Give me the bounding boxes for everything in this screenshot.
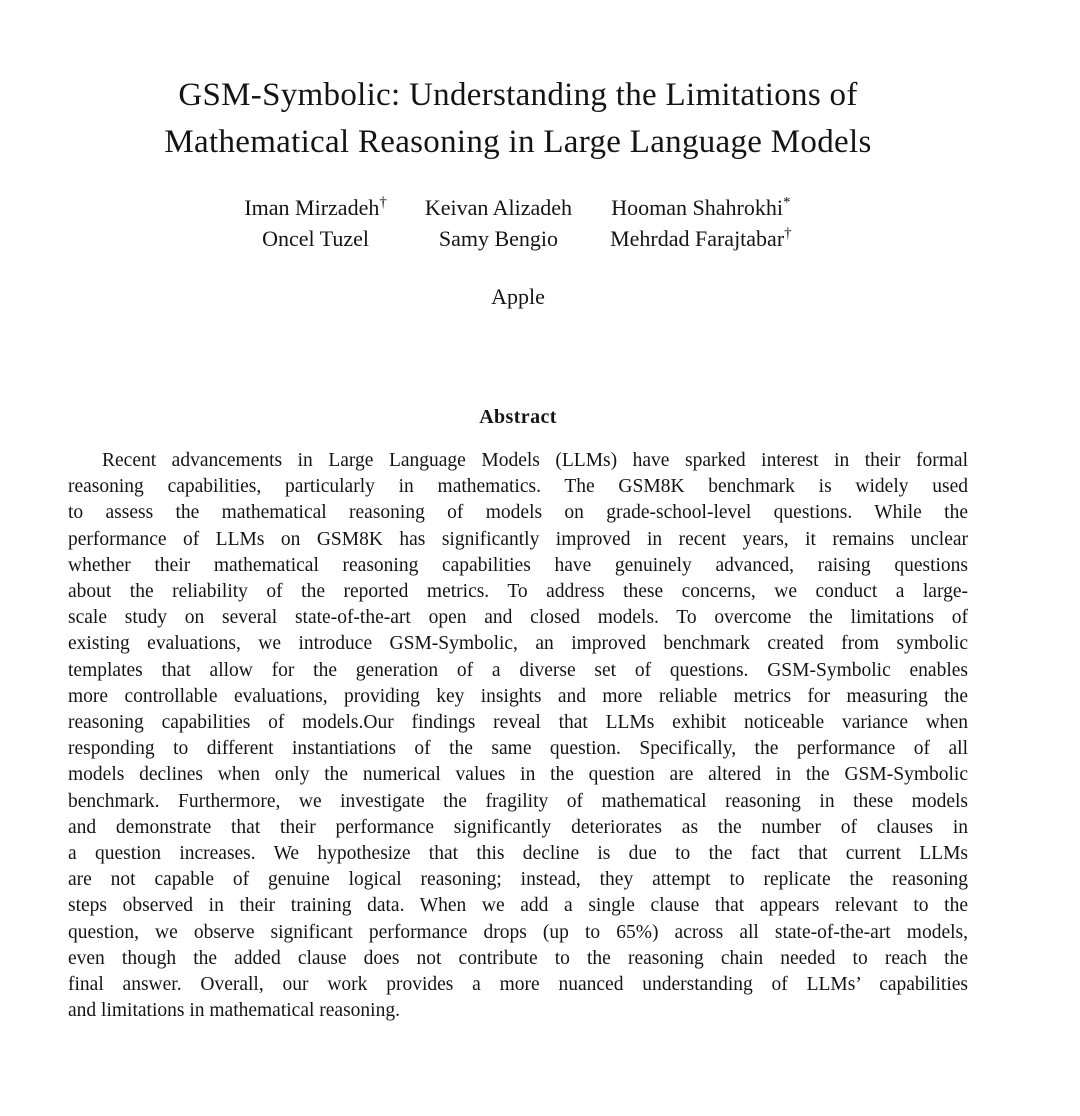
author-name-text: Keivan Alizadeh [424,195,573,220]
abstract-line: and limitations in mathematical reasoning. [68,1000,400,1022]
author-name [262,223,369,254]
abstract-line: about the reliability of the reported metrics. To address these concerns, we conduct a large- [68,581,968,603]
abstract-line: responding to different instantiations of the same question. Specifically, the performance of all [68,738,968,760]
abstract-line: whether their mathematical reasoning capabilities have genuinely advanced, raising questions [68,554,968,576]
abstract-line: a question increases. We hypothesize that this decline is due to the fact that current LLMs [68,843,968,865]
author-affil-mark: † [379,194,387,211]
abstract-line: are not capable of genuine logical reasoning; instead, they attempt to replicate the reasoning [68,869,968,891]
abstract-line: models declines when only the numerical values in the question are altered in the GSM-Symbolic [68,764,968,786]
abstract-line: even though the added clause does not contribute to the reasoning chain needed to reach the [68,947,968,969]
author-column-2 [425,192,572,254]
abstract-line: templates that allow for the generation of a diverse set of questions. GSM-Symbolic enables [68,659,968,681]
abstract-line: final answer. Overall, our work provides a more nuanced understanding of LLMs’ capabilities [68,974,968,996]
author-block [68,192,968,254]
author-column-1 [244,192,386,254]
paper-title-line2: Mathematical Reasoning in Large Language Models [164,124,872,160]
author-name-text: Oncel Tuzel [262,226,370,251]
abstract-body [68,448,968,1024]
abstract-line: reasoning capabilities, particularly in mathematics. The GSM8K benchmark is widely used [68,476,968,498]
abstract-line: Recent advancements in Large Language Models (LLMs) have sparked interest in their formal [102,450,968,471]
author-name [610,223,792,254]
abstract-line: scale study on several state-of-the-art open and closed models. To overcome the limitations of [68,607,968,629]
abstract-line: steps observed in their training data. When we add a single clause that appears relevant to the [68,895,968,917]
author-name-text: Samy Bengio [438,226,559,251]
abstract-line: existing evaluations, we introduce GSM-Symbolic, an improved benchmark created from symbolic [68,633,968,655]
affiliation: Apple [491,284,545,309]
abstract-line: benchmark. Furthermore, we investigate the fragility of mathematical reasoning in these models [68,790,968,812]
abstract-line: more controllable evaluations, providing key insights and more reliable metrics for measuring the [68,685,968,707]
author-affil-mark: † [784,225,792,242]
author-name [439,223,558,254]
abstract-line: and demonstrate that their performance significantly deteriorates as the number of clauses in [68,816,968,838]
author-affil-mark: * [782,194,791,211]
abstract-line: to assess the mathematical reasoning of models on grade-school-level questions. While the [68,502,968,524]
abstract-heading: Abstract [479,406,557,428]
paper-title [68,72,968,166]
abstract-line: reasoning capabilities of models.Our findings reveal that LLMs exhibit noticeable variance when [68,712,968,734]
abstract-line: performance of LLMs on GSM8K has significantly improved in recent years, it remains unclear [68,528,968,550]
author-name [244,192,386,223]
author-column-3 [610,192,792,254]
author-name-text: Mehrdad Farajtabar [610,226,785,251]
paper-page [0,72,968,1024]
paper-title-line1: GSM-Symbolic: Understanding the Limitations of [178,77,858,113]
author-name-text: Hooman Shahrokhi [611,195,783,220]
abstract-line: question, we observe significant performance drops (up to 65%) across all state-of-the-art models, [68,921,968,943]
author-name-text: Iman Mirzadeh [244,195,380,220]
author-name [425,192,572,223]
author-name [611,192,790,223]
